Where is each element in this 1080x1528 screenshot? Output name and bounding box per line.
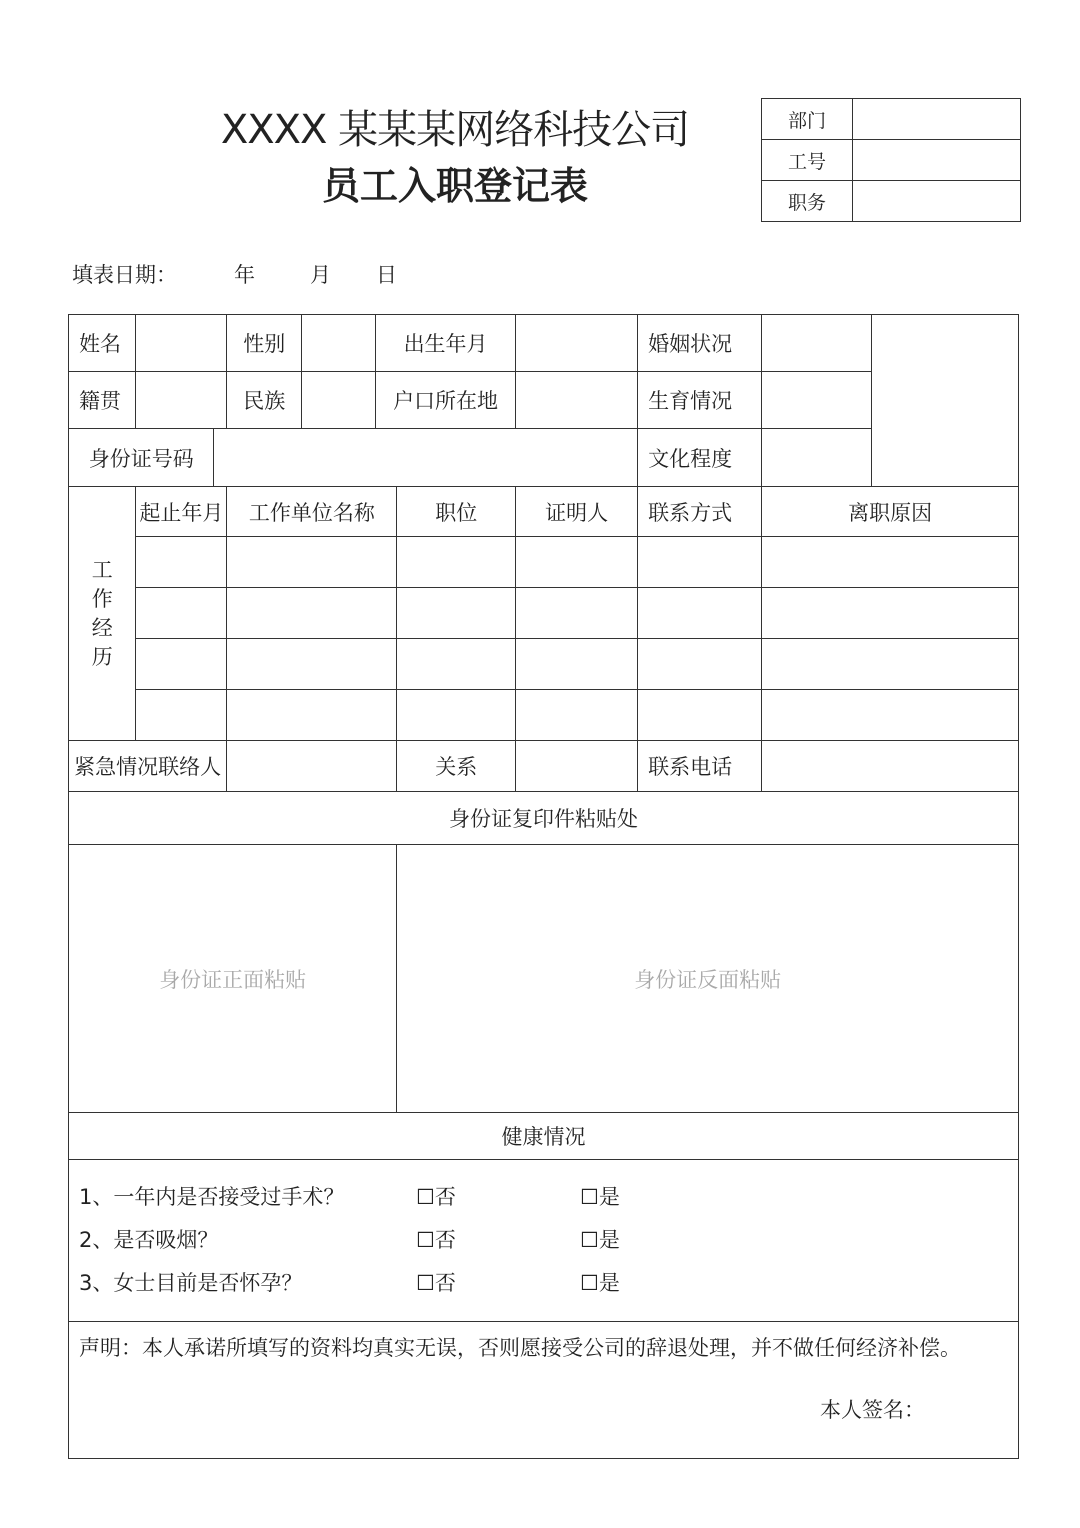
work-position-header: 职位 <box>397 487 516 537</box>
fill-date-label: 填表日期： <box>72 263 177 287</box>
yes-checkbox[interactable]: ☐是 <box>580 1228 620 1252</box>
marital-field[interactable] <box>762 315 872 372</box>
fertility-label: 生育情况 <box>638 372 762 429</box>
info-box <box>761 98 1021 222</box>
gender-label: 性别 <box>227 315 302 372</box>
question-text: 2、是否吸烟？ <box>79 1228 219 1252</box>
table-row <box>69 537 1019 588</box>
relation-label: 关系 <box>397 741 516 792</box>
id-front-paste-area[interactable]: 身份证正面粘贴 <box>69 845 397 1113</box>
table-row <box>69 588 1019 639</box>
native-place-field[interactable] <box>136 372 227 429</box>
no-checkbox[interactable]: ☐否 <box>416 1271 456 1295</box>
phone-label: 联系电话 <box>638 741 762 792</box>
phone-field[interactable] <box>762 741 1019 792</box>
work-leave-reason-header: 离职原因 <box>762 487 1019 537</box>
no-checkbox[interactable]: ☐否 <box>416 1185 456 1209</box>
year-label: 年 <box>234 263 255 287</box>
day-label: 日 <box>376 263 397 287</box>
yes-checkbox[interactable]: ☐是 <box>580 1271 620 1295</box>
month-label: 月 <box>310 263 331 287</box>
marital-label: 婚姻状况 <box>638 315 762 372</box>
ethnicity-label: 民族 <box>227 372 302 429</box>
table-row <box>69 690 1019 741</box>
emergency-contact-label: 紧急情况联络人 <box>69 741 227 792</box>
position-field[interactable] <box>853 181 1021 222</box>
health-question <box>69 1262 1018 1305</box>
employee-id-label: 工号 <box>762 140 853 181</box>
declaration-box <box>69 1322 1019 1459</box>
id-copy-title: 身份证复印件粘贴处 <box>69 792 1019 845</box>
table-row <box>69 639 1019 690</box>
company-name: XXXX 某某某网络科技公司 <box>220 107 690 153</box>
health-title: 健康情况 <box>69 1113 1019 1160</box>
birth-field[interactable] <box>516 315 638 372</box>
health-questions <box>69 1160 1019 1322</box>
gender-field[interactable] <box>302 315 376 372</box>
native-place-label: 籍贯 <box>69 372 136 429</box>
declaration-text: 声明：本人承诺所填写的资料均真实无误，否则愿接受公司的辞退处理，并不做任何经济补偿。 <box>79 1336 961 1360</box>
question-text: 1、一年内是否接受过手术？ <box>79 1185 345 1209</box>
name-field[interactable] <box>136 315 227 372</box>
birth-label: 出生年月 <box>376 315 516 372</box>
no-checkbox[interactable]: ☐否 <box>416 1228 456 1252</box>
question-text: 3、女士目前是否怀孕？ <box>79 1271 303 1295</box>
work-employer-header: 工作单位名称 <box>227 487 397 537</box>
yes-checkbox[interactable]: ☐是 <box>580 1185 620 1209</box>
work-history-label: 工 作 经 历 <box>69 487 136 741</box>
signature-label: 本人签名： <box>820 1398 925 1422</box>
hukou-label: 户口所在地 <box>376 372 516 429</box>
emergency-contact-field[interactable] <box>227 741 397 792</box>
photo-area[interactable] <box>872 315 1019 487</box>
fertility-field[interactable] <box>762 372 872 429</box>
department-label: 部门 <box>762 99 853 140</box>
id-back-paste-area[interactable]: 身份证反面粘贴 <box>397 845 1019 1113</box>
work-contact-header: 联系方式 <box>638 487 762 537</box>
registration-form <box>68 314 1019 1459</box>
education-field[interactable] <box>762 429 872 487</box>
health-question <box>69 1176 1018 1219</box>
name-label: 姓名 <box>69 315 136 372</box>
form-title: 员工入职登记表 <box>321 164 588 208</box>
work-period-header: 起止年月 <box>136 487 227 537</box>
employee-id-field[interactable] <box>853 140 1021 181</box>
id-number-field[interactable] <box>214 429 638 487</box>
hukou-field[interactable] <box>516 372 638 429</box>
work-reference-header: 证明人 <box>516 487 638 537</box>
education-label: 文化程度 <box>638 429 762 487</box>
ethnicity-field[interactable] <box>302 372 376 429</box>
department-field[interactable] <box>853 99 1021 140</box>
relation-field[interactable] <box>516 741 638 792</box>
position-label: 职务 <box>762 181 853 222</box>
health-question <box>69 1219 1018 1262</box>
id-number-label: 身份证号码 <box>69 429 214 487</box>
